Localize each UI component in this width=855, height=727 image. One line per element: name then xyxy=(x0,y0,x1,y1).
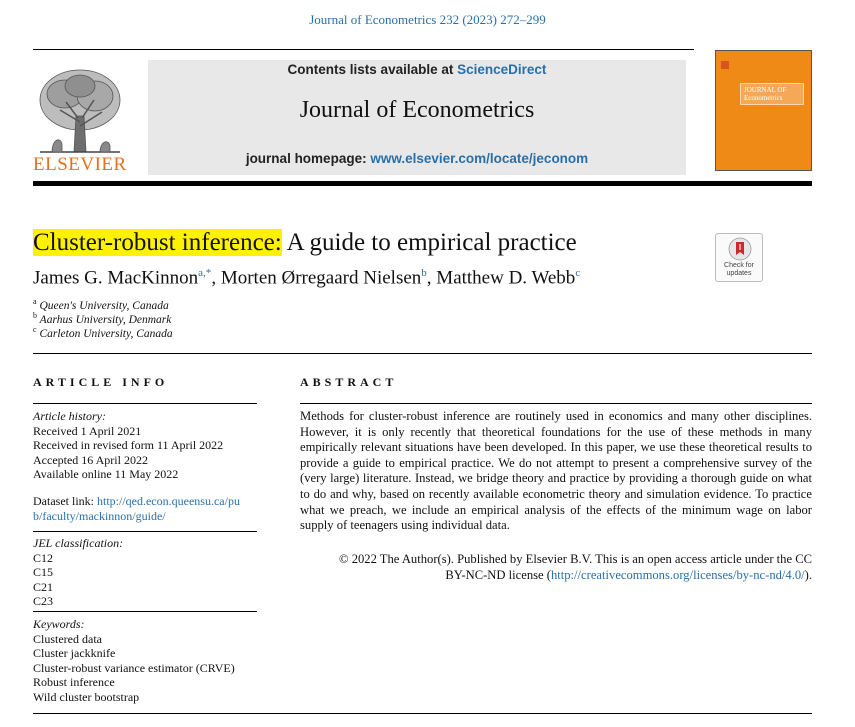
section-divider xyxy=(33,353,812,354)
affiliation xyxy=(33,311,171,326)
history-item: Received in revised form 11 April 2022 xyxy=(33,438,224,453)
affiliation-key: b xyxy=(33,311,37,320)
history-label: Article history: xyxy=(33,409,106,423)
contents-prefix: Contents lists available at xyxy=(287,62,454,77)
affiliation-key: a xyxy=(33,297,37,306)
elsevier-wordmark: ELSEVIER xyxy=(33,154,127,175)
keyword: Clustered data xyxy=(33,631,102,646)
history-item: Received 1 April 2021 xyxy=(33,423,142,438)
author-name[interactable]: James G. MacKinnon xyxy=(33,267,199,289)
journal-reference[interactable]: Journal of Econometrics 232 (2023) 272–299 xyxy=(309,12,546,27)
affiliation xyxy=(33,325,173,340)
divider xyxy=(33,49,694,50)
jel-code: C12 xyxy=(33,550,54,565)
journal-masthead xyxy=(148,60,686,175)
keyword: Wild cluster bootstrap xyxy=(33,689,140,704)
check-for-updates-button[interactable] xyxy=(715,233,763,282)
dataset-link-continued[interactable]: b/faculty/mackinnon/guide/ xyxy=(33,508,166,523)
keywords-label: Keywords: xyxy=(33,617,85,631)
affiliation-key: c xyxy=(33,325,37,334)
author-separator: , xyxy=(211,267,221,289)
history-item: Available online 11 May 2022 xyxy=(33,467,179,482)
cover-title-box xyxy=(740,83,804,105)
journal-title: Journal of Econometrics xyxy=(299,97,535,123)
author-affiliation-mark[interactable]: c xyxy=(575,267,581,279)
article-history xyxy=(33,409,259,482)
journal-cover-thumbnail[interactable] xyxy=(715,50,812,171)
author-separator: , xyxy=(426,267,437,289)
jel-code: C15 xyxy=(33,565,54,580)
affiliation xyxy=(33,297,169,312)
keyword: Cluster jackknife xyxy=(33,646,116,661)
author-affiliation-mark[interactable]: b xyxy=(421,267,427,279)
homepage-link[interactable]: www.elsevier.com/locate/jeconom xyxy=(370,151,589,166)
author-affiliation-mark[interactable]: a,* xyxy=(198,267,212,279)
cover-title: JOURNAL OF Econometrics xyxy=(744,86,787,102)
cover-decoration xyxy=(721,61,729,69)
jel-code: C21 xyxy=(33,579,54,594)
copyright-line: © 2022 The Author(s). Published by Elsevier B.V. This is an open access article under the CC xyxy=(338,552,812,566)
keyword: Robust inference xyxy=(33,675,115,690)
affiliation-text: Queen's University, Canada xyxy=(39,299,169,312)
homepage-prefix: journal homepage: xyxy=(245,151,367,166)
check-updates-label: Check for updates xyxy=(724,262,754,277)
header-divider xyxy=(33,181,812,186)
copyright-notice xyxy=(300,551,812,583)
license-suffix: ). xyxy=(804,568,812,582)
author-list xyxy=(33,267,580,289)
title-rest: A guide to empirical practice xyxy=(281,229,577,256)
dataset-link-block xyxy=(33,494,259,523)
author-name[interactable]: Morten Ørregaard Nielsen xyxy=(220,267,422,289)
affiliation-text: Aarhus University, Denmark xyxy=(39,313,172,326)
history-item: Accepted 16 April 2022 xyxy=(33,452,148,467)
dataset-label: Dataset link: xyxy=(33,494,94,508)
title-highlighted: Cluster-robust inference: xyxy=(33,229,282,256)
author-name[interactable]: Matthew D. Webb xyxy=(436,267,576,289)
affiliation-text: Carleton University, Canada xyxy=(39,327,173,340)
dataset-link[interactable]: http://qed.econ.queensu.ca/pu xyxy=(96,494,240,508)
contents-line xyxy=(148,62,686,77)
article-info-heading: ARTICLE INFO xyxy=(33,375,169,389)
divider xyxy=(33,611,257,612)
sciencedirect-link[interactable]: ScienceDirect xyxy=(457,62,547,77)
divider xyxy=(300,403,812,404)
abstract-text: Methods for cluster-robust inference are routinely used in economics and many other disciplines. However, it is only recently that theoretical foundations for the use of these methods in many empirically relevant situations have been developed. In this paper, we use these theoretical results to provide a guide to empirical practice. We do not attempt to present a comprehensive survey of the (very large) literature. Instead, we bridge theory and practice by providing a thorough guide on what to do and why, based on recently available econometric theory and simulation evidence. To practice what we preach, we include an empirical analysis of the effects of the minimum wage on labor supply of teenagers using individual data. xyxy=(300,409,812,533)
license-link[interactable]: http://creativecommons.org/licenses/by-nc-nd/4.0/ xyxy=(550,568,805,582)
keyword: Cluster-robust variance estimator (CRVE) xyxy=(33,660,235,675)
jel-code: C23 xyxy=(33,594,54,609)
jel-label: JEL classification: xyxy=(33,536,124,550)
divider xyxy=(33,531,257,532)
bookmark-icon xyxy=(728,237,752,261)
abstract-heading: ABSTRACT xyxy=(300,375,398,389)
homepage-line xyxy=(148,151,686,166)
article-title xyxy=(33,229,577,257)
keywords xyxy=(33,617,259,705)
jel-classification xyxy=(33,536,259,609)
divider xyxy=(33,403,257,404)
license-prefix: BY-NC-ND license ( xyxy=(445,568,551,582)
divider xyxy=(33,713,812,714)
